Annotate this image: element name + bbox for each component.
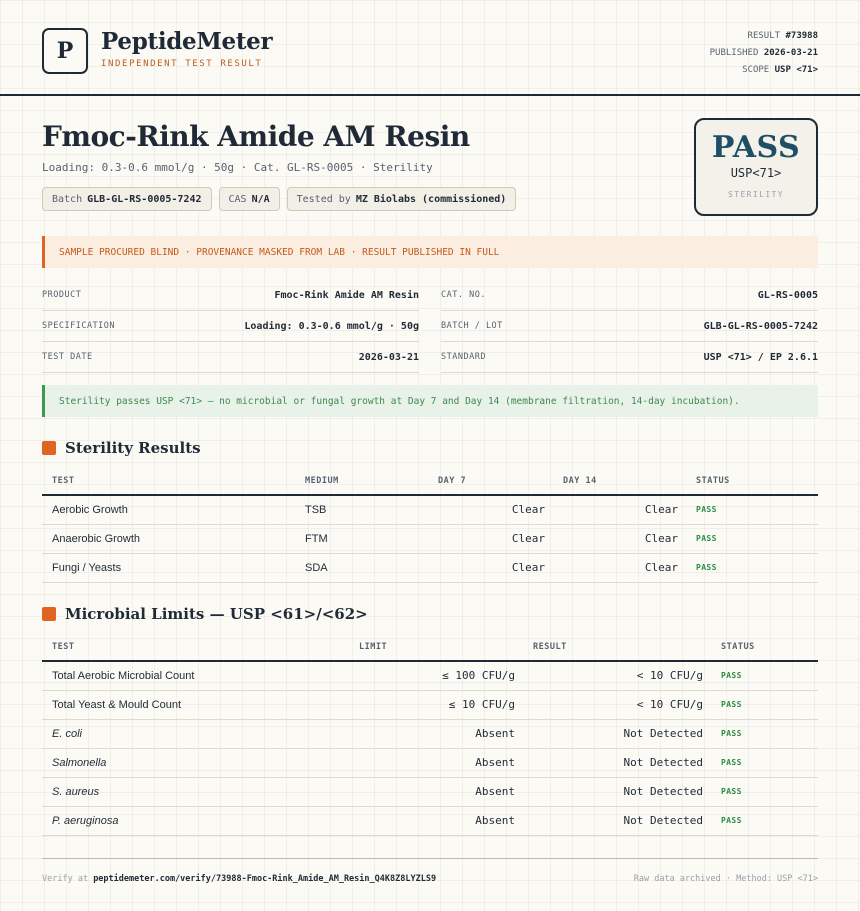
table-row: Salmonella Absent Not Detected PASS — [42, 748, 818, 777]
status-badge: PASS — [686, 524, 818, 553]
verify-line: Verify at peptidemeter.com/verify/73988-Fmoc-Rink_Amide_AM_Resin_Q4K8Z8LYZLS9 — [42, 874, 437, 884]
brand-logo: P — [42, 28, 88, 74]
verdict-word: PASS — [711, 130, 801, 165]
status-badge: PASS — [711, 690, 818, 719]
product-chips — [42, 187, 516, 211]
table-row: Fungi / Yeasts SDA Clear Clear PASS — [42, 553, 818, 582]
verdict-scope: STERILITY — [728, 190, 784, 199]
status-badge: PASS — [686, 495, 818, 524]
status-badge: PASS — [711, 719, 818, 748]
status-badge: PASS — [711, 661, 818, 690]
status-badge: PASS — [711, 777, 818, 806]
verdict-badge — [694, 118, 818, 216]
published-line: PUBLISHED 2026-03-21 — [709, 48, 818, 58]
detail-specification: SPECIFICATION Loading: 0.3-0.6 mmol/g · 50g — [42, 311, 419, 342]
sterility-section-heading: Sterility Results — [42, 439, 201, 457]
status-badge: PASS — [711, 748, 818, 777]
batch-chip: Batch GLB-GL-RS-0005-7242 — [42, 187, 212, 211]
blind-procurement-notice: SAMPLE PROCURED BLIND · PROVENANCE MASKED FROM LAB · RESULT PUBLISHED IN FULL — [42, 236, 818, 268]
table-row: Aerobic Growth TSB Clear Clear PASS — [42, 495, 818, 524]
section-marker-icon — [42, 607, 56, 621]
table-row: Total Yeast & Mould Count ≤ 10 CFU/g < 10 CFU/g PASS — [42, 690, 818, 719]
detail-cat-no: CAT. NO. GL-RS-0005 — [441, 280, 818, 311]
result-id-line: RESULT #73988 — [747, 31, 818, 41]
sterility-summary-notice: Sterility passes USP <71> — no microbial or fungal growth at Day 7 and Day 14 (membrane filtration, 14-day incubation). — [42, 385, 818, 417]
status-badge: PASS — [686, 553, 818, 582]
product-title: Fmoc-Rink Amide AM Resin — [42, 120, 470, 153]
detail-test-date: TEST DATE 2026-03-21 — [42, 342, 419, 373]
table-header-row: TEST LIMIT RESULT STATUS — [42, 633, 818, 661]
sterility-table — [42, 467, 818, 583]
report-header — [0, 0, 860, 96]
footer-divider — [42, 858, 818, 859]
detail-standard: STANDARD USP <71> / EP 2.6.1 — [441, 342, 818, 373]
section-marker-icon — [42, 441, 56, 455]
brand-tagline: INDEPENDENT TEST RESULT — [101, 59, 263, 69]
table-row: P. aeruginosa Absent Not Detected PASS — [42, 806, 818, 835]
cas-chip: CAS N/A — [219, 187, 280, 211]
detail-batch: BATCH / LOT GLB-GL-RS-0005-7242 — [441, 311, 818, 342]
brand-name: PeptideMeter — [101, 28, 273, 55]
microbial-section-heading: Microbial Limits — USP <61>/<62> — [42, 605, 368, 623]
footer-method-note: Raw data archived · Method: USP <71> — [633, 874, 818, 884]
verdict-standard: USP<71> — [730, 166, 782, 180]
table-row: Anaerobic Growth FTM Clear Clear PASS — [42, 524, 818, 553]
table-header-row: TEST MEDIUM DAY 7 DAY 14 STATUS — [42, 467, 818, 495]
table-row: Total Aerobic Microbial Count ≤ 100 CFU/g < 10 CFU/g PASS — [42, 661, 818, 690]
verify-link[interactable]: peptidemeter.com/verify/73988-Fmoc-Rink_Amide_AM_Resin_Q4K8Z8LYZLS9 — [93, 874, 437, 884]
detail-product: PRODUCT Fmoc-Rink Amide AM Resin — [42, 280, 419, 311]
status-badge: PASS — [711, 806, 818, 835]
microbial-limits-table — [42, 633, 818, 836]
details-grid — [42, 280, 818, 373]
result-meta — [710, 28, 818, 79]
table-row: S. aureus Absent Not Detected PASS — [42, 777, 818, 806]
table-row: E. coli Absent Not Detected PASS — [42, 719, 818, 748]
scope-line: SCOPE USP <71> — [742, 65, 818, 75]
product-subtitle: Loading: 0.3-0.6 mmol/g · 50g · Cat. GL-RS-0005 · Sterility — [42, 161, 433, 174]
tested-by-chip: Tested by MZ Biolabs (commissioned) — [287, 187, 517, 211]
